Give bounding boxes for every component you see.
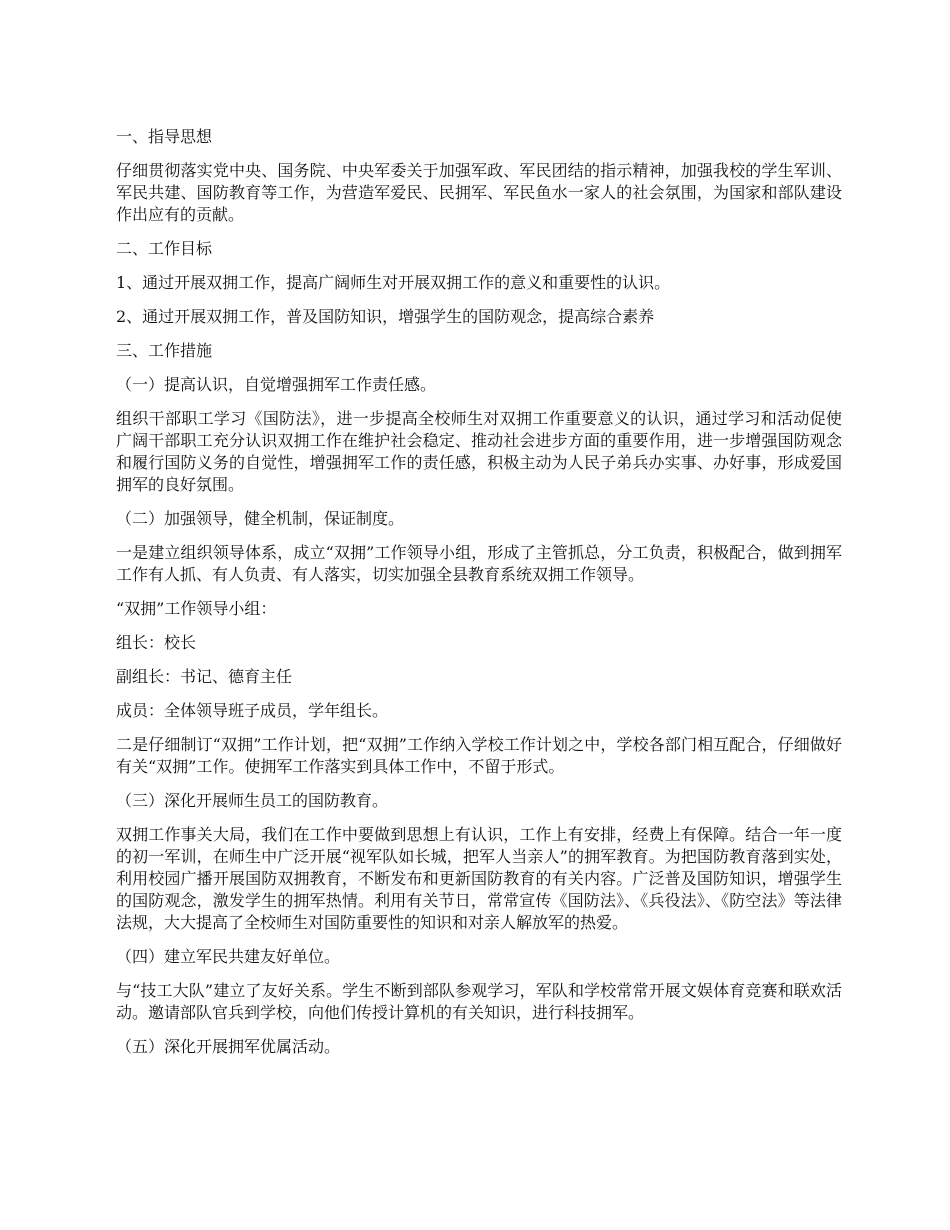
section-heading-work-measures: 三、工作措施 [116, 341, 213, 360]
subheading-measure-5: （五）深化开展拥军优属活动。 [116, 1037, 341, 1056]
section-heading-guiding-thought: 一、指导思想 [116, 127, 213, 146]
section-heading-work-goals: 二、工作目标 [116, 239, 213, 258]
subheading-measure-4: （四）建立军民共建友好单位。 [116, 947, 341, 966]
paragraph-measure-3: 双拥工作事关大局，我们在工作中要做到思想上有认识，工作上有安排，经费上有保障。结合一年一度的初一军训，在师生中广泛开展“视军队如长城，把军人当亲人”的拥军教育。为把国防教育落到实处，利用校园广播开展国防双拥教育，不断发布和更新国防教育的有关内容。广泛普及国防知识，增强学生的国防观念，激发学生的拥军热情。利用有关节日，常常宣传《国防法》、《兵役法》、《防空法》等法律法规，大大提高了全校师生对国防重要性的知识和对亲人解放军的热爱。 [116, 825, 842, 932]
leadership-group-leader: 组长：校长 [116, 633, 197, 652]
goal-item-1: 1、通过开展双拥工作，提高广阔师生对开展双拥工作的意义和重要性的认识。 [116, 273, 671, 292]
leadership-group-deputy: 副组长：书记、德育主任 [116, 667, 293, 686]
paragraph-measure-1: 组织干部职工学习《国防法》，进一步提高全校师生对双拥工作重要意义的认识，通过学习和活动促使广阔干部职工充分认识双拥工作在维护社会稳定、推动社会进步方面的重要作用，进一步增强国防观念和履行国防义务的自觉性，增强拥军工作的责任感，积极主动为人民子弟兵办实事、办好事，形成爱国拥军的良好氛围。 [116, 409, 842, 494]
document-body [116, 126, 842, 1070]
subheading-measure-2: （二）加强领导，健全机制，保证制度。 [116, 509, 405, 528]
paragraph-measure-4: 与“技工大队”建立了友好关系。学生不断到部队参观学习，军队和学校常常开展文娱体育竞赛和联欢活动。邀请部队官兵到学校，向他们传授计算机的有关知识，进行科技拥军。 [116, 981, 842, 1022]
leadership-group-members: 成员：全体领导班子成员，学年组长。 [116, 701, 389, 720]
goal-item-2: 2、通过开展双拥工作，普及国防知识，增强学生的国防观念，提高综合素养 [116, 307, 655, 326]
subheading-measure-3: （三）深化开展师生员工的国防教育。 [116, 791, 389, 810]
paragraph-measure-2-b: 二是仔细制订“双拥”工作计划，把“双拥”工作纳入学校工作计划之中，学校各部门相互配合，仔细做好有关“双拥”工作。使拥军工作落实到具体工作中，不留于形式。 [116, 735, 842, 776]
leadership-group-title: “双拥”工作领导小组： [116, 599, 277, 618]
subheading-measure-1: （一）提高认识，自觉增强拥军工作责任感。 [116, 375, 437, 394]
paragraph-guiding-thought: 仔细贯彻落实党中央、国务院、中央军委关于加强军政、军民团结的指示精神，加强我校的学生军训、军民共建、国防教育等工作，为营造军爱民、民拥军、军民鱼水一家人的社会氛围，为国家和部队建设作出应有的贡献。 [116, 161, 842, 224]
paragraph-measure-2-a: 一是建立组织领导体系，成立“双拥”工作领导小组，形成了主管抓总，分工负责，积极配合，做到拥军工作有人抓、有人负责、有人落实，切实加强全县教育系统双拥工作领导。 [116, 543, 842, 584]
